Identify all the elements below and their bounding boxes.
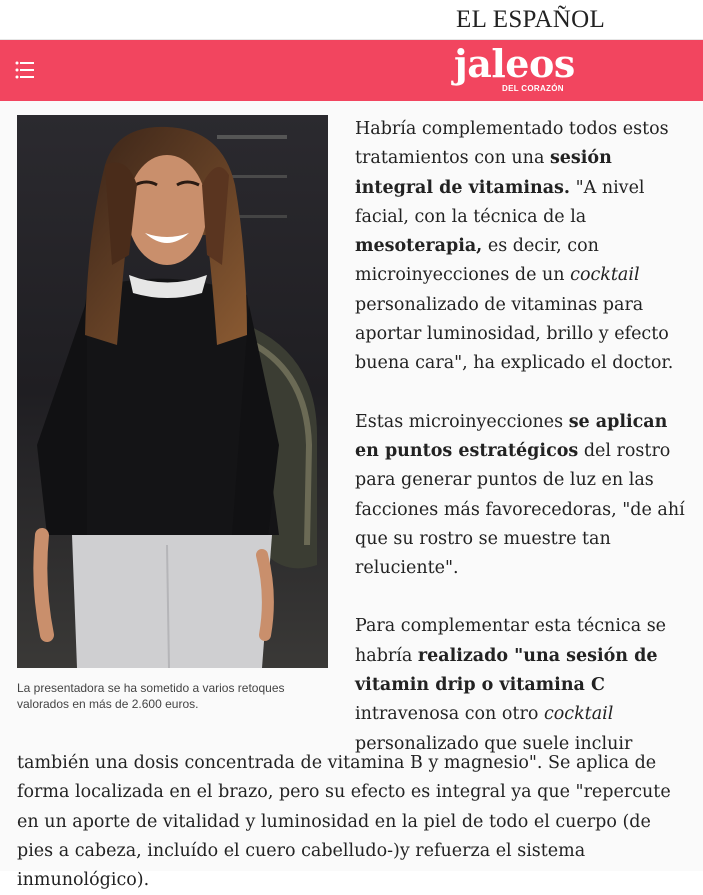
paragraph-text: Para complementar esta técnica se habría (355, 616, 667, 666)
paragraph-text: personalizado que suele incluir (355, 733, 633, 754)
section-header (0, 40, 703, 101)
article-body (0, 101, 703, 891)
article-photo[interactable] (17, 115, 328, 668)
bold-text: se aplican en puntos estratégicos (355, 411, 668, 461)
photo-caption: La presentadora se ha sometido a varios retoques valorados en más de 2.600 euros. (17, 681, 285, 711)
bold-text: sesión integral de vitaminas. (355, 148, 612, 198)
paragraph-2 (355, 408, 685, 584)
paragraph-text: del rostro para generar puntos de luz en las facciones más favorecedoras, "de ahí que su rostro se muestre tan reluciente". (355, 440, 685, 579)
paragraph-text: Habría complementado todos estos tratamientos con una (355, 119, 669, 169)
italic-text: cocktail (543, 704, 614, 725)
article-text-column (355, 115, 685, 788)
paragraph-3 (355, 612, 685, 758)
paragraph-text: Estas microinyecciones (355, 411, 569, 432)
paragraph-3-continued: también una dosis concentrada de vitamina B y magnesio". Se aplica de forma localizada en el brazo, pero su efecto es integral ya que "repercute en un aporte de vitalidad y luminosidad en la piel de todo el cuerpo (de pies a cabeza, incluído el cuero cabelludo-)y refuerza el sistema inmunológico). (17, 753, 671, 891)
paragraph-text: intravenosa con otro (355, 704, 544, 725)
jaleos-logo[interactable] (454, 41, 575, 93)
menu-button[interactable] (14, 60, 38, 80)
jaleos-logo-subtitle: DEL CORAZÓN (502, 84, 564, 93)
bold-text: realizado "una sesión de vitamin drip o vitamina C (355, 645, 658, 696)
jaleos-logo-word: jaleos (454, 41, 575, 86)
paragraph-text: "A nivel facial, con la técnica de la (355, 177, 645, 227)
bold-text: mesoterapia, (355, 236, 483, 257)
article-figure (17, 115, 328, 712)
menu-icon (14, 60, 38, 80)
top-bar (0, 0, 703, 40)
paragraph-text: es decir, con microinyecciones de un (355, 236, 599, 286)
paragraph-text: personalizado de vitaminas para aportar luminosidad, brillo y efecto buena cara", ha explicado el doctor. (355, 294, 674, 374)
paragraph-1 (355, 115, 685, 379)
italic-text: cocktail (570, 265, 640, 286)
el-espanol-logo[interactable]: EL ESPAÑOL (456, 6, 606, 33)
